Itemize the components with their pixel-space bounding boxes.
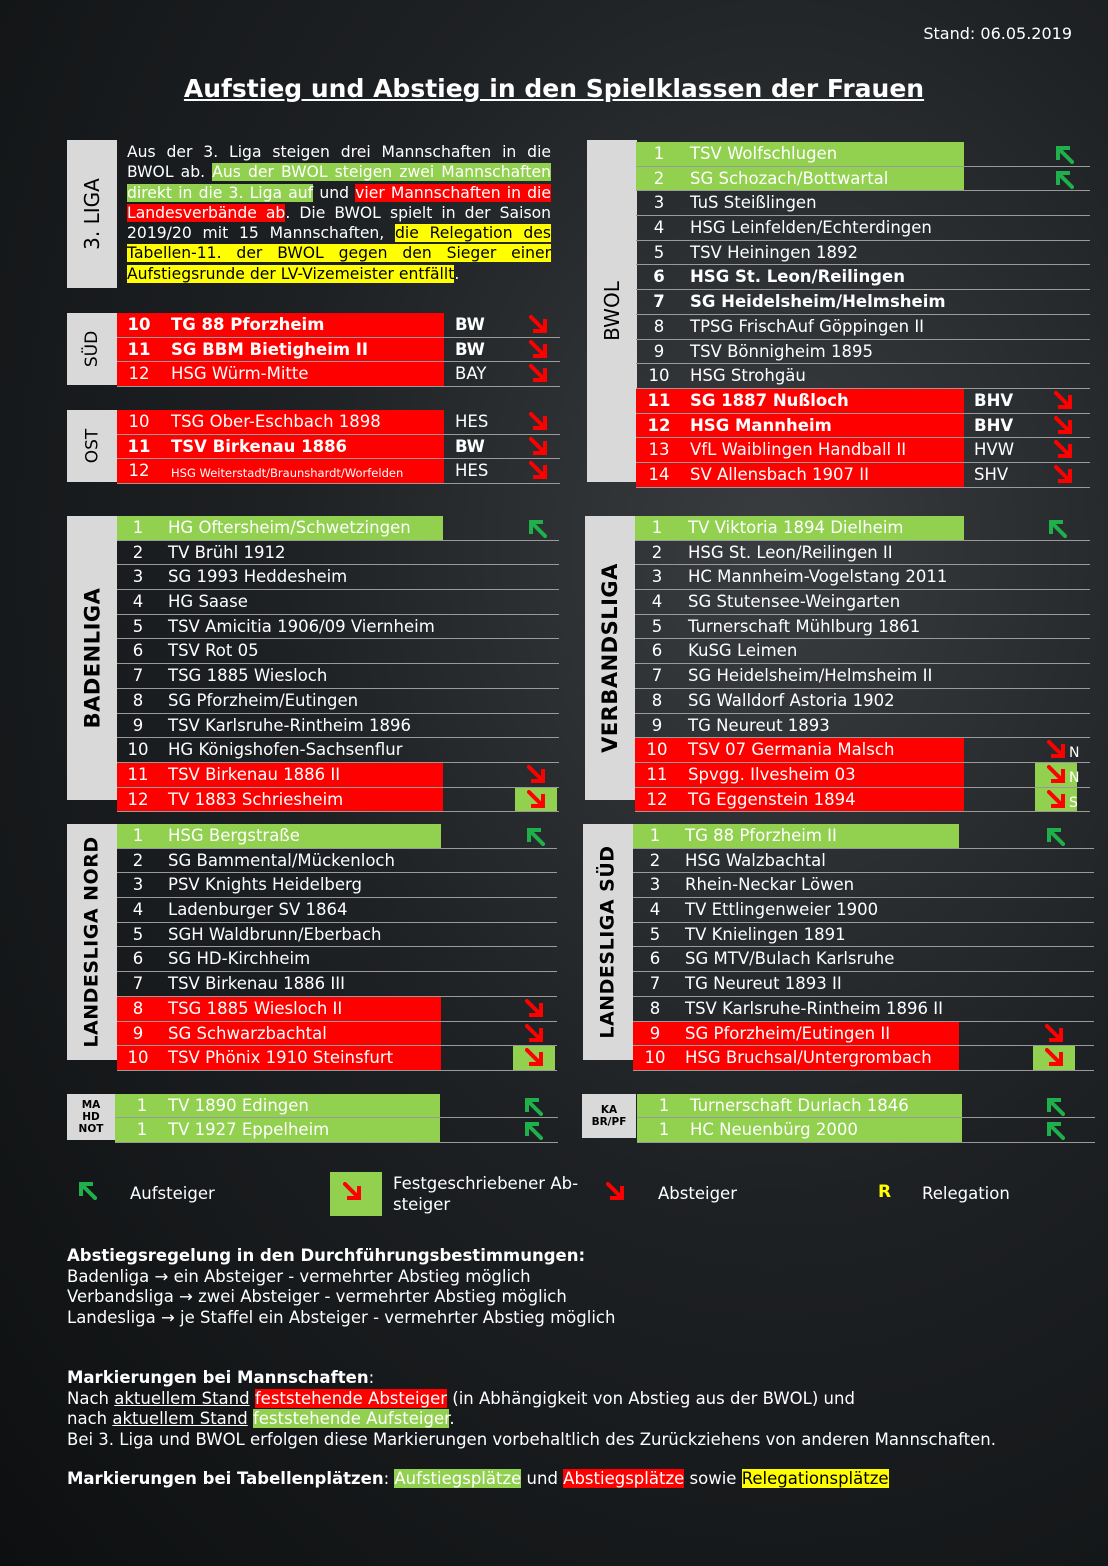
staffel-suffix: N bbox=[1069, 745, 1080, 762]
place-number: 4 bbox=[653, 218, 665, 238]
table-row bbox=[117, 639, 559, 664]
place-number: 2 bbox=[651, 542, 663, 562]
association-code: BHV bbox=[974, 415, 1014, 435]
table-sued bbox=[117, 313, 560, 387]
rules-line: Verbandsliga → zwei Absteiger - vermehrter Abstieg möglich bbox=[67, 1287, 567, 1306]
place-number: 8 bbox=[649, 998, 661, 1018]
arrow-up-icon bbox=[527, 518, 547, 538]
label-verbandsliga: VERBANDSLIGA bbox=[585, 516, 635, 800]
team-name: TSV Karlsruhe-Rintheim 1896 bbox=[168, 715, 411, 735]
place-number: 10 bbox=[127, 315, 151, 334]
table-row bbox=[636, 142, 1090, 167]
team-name: SG 1887 Nußloch bbox=[690, 390, 849, 410]
place-number: 1 bbox=[136, 1096, 148, 1115]
table-bwol bbox=[636, 142, 1090, 488]
table-row bbox=[636, 216, 1090, 241]
arrow-down-fixed-icon bbox=[1045, 1048, 1065, 1068]
team-name: PSV Knights Heidelberg bbox=[168, 875, 363, 895]
table-row bbox=[636, 389, 1090, 414]
table-row bbox=[117, 362, 560, 387]
team-name: HSG Leinfelden/Echterdingen bbox=[690, 218, 932, 238]
table-row bbox=[635, 689, 1090, 714]
table-row bbox=[635, 788, 1090, 813]
place-number: 14 bbox=[648, 464, 670, 484]
place-number: 4 bbox=[651, 592, 663, 612]
table-row bbox=[636, 315, 1090, 340]
intro-text: Aus der 3. Liga steigen drei Mannschaften in die BWOL ab. Aus der BWOL steigen zwei Mannschaften direkt in die 3. Liga auf und vier Mannschaften in die Landesverbände ab. Die BWOL spielt in der Saison 2019/20 mit 15 Mannschaften, die Relegation des Tabellen-11. der BWOL gegen den Sieger einer Aufstiegsrunde der LV-Vizemeister entfällt. bbox=[127, 143, 551, 283]
team-name: SG Schwarzbachtal bbox=[168, 1023, 327, 1043]
arrow-down-icon bbox=[527, 765, 547, 785]
table-row bbox=[117, 338, 560, 363]
table-row bbox=[117, 972, 557, 997]
arrow-up-icon bbox=[1045, 1120, 1065, 1140]
place-number: 4 bbox=[649, 900, 661, 920]
table-row bbox=[117, 997, 557, 1022]
arrow-down-icon bbox=[529, 315, 549, 335]
legend-relegation-label: Relegation bbox=[922, 1184, 1010, 1203]
label-ost: OST bbox=[67, 410, 117, 482]
place-number: 11 bbox=[127, 436, 151, 456]
team-name: HSG St. Leon/Reilingen II bbox=[688, 542, 893, 562]
team-name: Turnerschaft Mühlburg 1861 bbox=[688, 616, 921, 636]
marks-heading: Markierungen bei Mannschaften bbox=[67, 1368, 369, 1387]
table-row bbox=[636, 290, 1090, 315]
team-name: HSG Strohgäu bbox=[690, 366, 806, 386]
place-number: 1 bbox=[658, 1120, 670, 1140]
table-row bbox=[636, 364, 1090, 389]
place-number: 12 bbox=[647, 415, 671, 435]
place-number: 6 bbox=[132, 641, 144, 661]
table-row bbox=[636, 463, 1090, 488]
place-number: 4 bbox=[132, 900, 144, 920]
arrow-down-icon bbox=[529, 461, 549, 481]
table-row bbox=[117, 565, 559, 590]
place-number: 12 bbox=[127, 789, 149, 809]
table-row bbox=[633, 1046, 1094, 1071]
table-row bbox=[633, 997, 1094, 1022]
table-row bbox=[635, 590, 1090, 615]
table-row bbox=[117, 1046, 557, 1071]
arrow-up-icon bbox=[523, 1096, 543, 1116]
table-row bbox=[117, 923, 557, 948]
table-row bbox=[635, 714, 1090, 739]
arrow-down-icon bbox=[606, 1182, 626, 1202]
place-number: 2 bbox=[653, 168, 665, 188]
team-name: SG Walldorf Astoria 1902 bbox=[688, 690, 895, 710]
team-name: TSV Rot 05 bbox=[168, 641, 259, 661]
team-name: TSV Birkenau 1886 bbox=[171, 436, 348, 456]
place-number: 1 bbox=[132, 518, 144, 537]
table-row bbox=[633, 1022, 1094, 1047]
table-row bbox=[117, 788, 559, 813]
table-row bbox=[633, 923, 1094, 948]
table-row bbox=[636, 438, 1090, 463]
association-code: SHV bbox=[974, 464, 1009, 484]
arrow-up-icon bbox=[1047, 518, 1067, 538]
table-landesliga-nord bbox=[117, 824, 557, 1071]
place-number: 10 bbox=[127, 1048, 149, 1068]
table-row bbox=[635, 664, 1090, 689]
arrow-down-icon bbox=[529, 364, 549, 384]
table-row bbox=[117, 313, 560, 338]
table-row bbox=[637, 1094, 1095, 1118]
arrow-down-icon bbox=[1054, 465, 1074, 485]
place-number: 4 bbox=[132, 592, 144, 612]
place-number: 7 bbox=[132, 974, 144, 994]
place-number: 12 bbox=[128, 461, 150, 481]
team-name: TSV Birkenau 1886 II bbox=[168, 764, 341, 784]
table-row bbox=[115, 1094, 558, 1118]
table-row bbox=[633, 972, 1094, 997]
label-ka-br-pf: KA BR/PF bbox=[582, 1094, 636, 1138]
table-row bbox=[635, 763, 1090, 788]
table-ma-hd-not bbox=[115, 1094, 558, 1143]
table-row bbox=[117, 763, 559, 788]
table-row bbox=[117, 615, 559, 640]
place-number: 1 bbox=[658, 1096, 670, 1115]
table-row bbox=[117, 516, 559, 541]
team-name: SG BBM Bietigheim II bbox=[171, 339, 369, 359]
table-row bbox=[117, 898, 557, 923]
arrow-down-fixed-icon bbox=[527, 790, 547, 810]
arrow-up-icon bbox=[77, 1180, 97, 1200]
place-number: 6 bbox=[653, 267, 665, 287]
label-bwol: BWOL bbox=[587, 140, 637, 482]
team-name: TuS Steißlingen bbox=[690, 193, 817, 213]
table-row bbox=[633, 824, 1094, 849]
arrow-down-icon bbox=[529, 412, 549, 432]
team-name: HSG Würm-Mitte bbox=[171, 364, 309, 384]
table-row bbox=[117, 849, 557, 874]
association-code: HES bbox=[455, 461, 489, 481]
association-code: HVW bbox=[974, 440, 1015, 460]
table-row bbox=[636, 414, 1090, 439]
table-row bbox=[117, 459, 560, 484]
rules-line: Landesliga → je Staffel ein Absteiger - vermehrter Abstieg möglich bbox=[67, 1307, 616, 1327]
arrow-down-icon bbox=[1045, 1024, 1065, 1044]
team-name: SG Heidelsheim/Helmsheim II bbox=[688, 666, 933, 686]
team-name: SG Schozach/Bottwartal bbox=[690, 168, 889, 188]
team-name: HSG Bergstraße bbox=[168, 826, 300, 845]
table-row bbox=[636, 265, 1090, 290]
arrow-down-fixed-icon bbox=[343, 1182, 363, 1202]
place-number: 5 bbox=[649, 924, 661, 944]
rules-heading: Abstiegsregelung in den Durchführungsbestimmungen: bbox=[67, 1246, 586, 1265]
team-name: SG Pforzheim/Eutingen bbox=[168, 690, 359, 710]
place-number: 9 bbox=[651, 715, 663, 735]
table-row bbox=[636, 191, 1090, 216]
arrow-down-icon bbox=[525, 1024, 545, 1044]
team-name: SG 1993 Heddesheim bbox=[168, 567, 348, 587]
team-name: TV Knielingen 1891 bbox=[685, 924, 846, 944]
place-number: 8 bbox=[651, 690, 663, 710]
association-code: BHV bbox=[974, 390, 1014, 410]
team-name: HSG Mannheim bbox=[690, 415, 832, 435]
table-row bbox=[635, 565, 1090, 590]
legend bbox=[0, 1168, 1108, 1218]
place-number: 7 bbox=[651, 666, 663, 686]
place-number: 3 bbox=[132, 567, 144, 587]
table-row bbox=[117, 1022, 557, 1047]
team-name: HSG Bruchsal/Untergrombach bbox=[685, 1048, 932, 1068]
table-row bbox=[117, 590, 559, 615]
team-name: SG MTV/Bulach Karlsruhe bbox=[685, 949, 895, 969]
staffel-suffix: N bbox=[1069, 769, 1080, 786]
arrow-up-icon bbox=[523, 1120, 543, 1140]
team-name: TSV Karlsruhe-Rintheim 1896 II bbox=[685, 998, 943, 1018]
table-ka-br-pf bbox=[637, 1094, 1095, 1143]
place-number: 3 bbox=[651, 567, 663, 587]
table-row bbox=[633, 947, 1094, 972]
team-name: SG HD-Kirchheim bbox=[168, 949, 311, 969]
team-name: SGH Waldbrunn/Eberbach bbox=[168, 924, 382, 944]
place-number: 1 bbox=[136, 1120, 148, 1140]
place-number: 10 bbox=[127, 740, 149, 760]
team-name: TG 88 Pforzheim II bbox=[685, 826, 837, 845]
arrow-down-fixed-icon bbox=[1047, 790, 1067, 810]
label-landesliga-sued: LANDESLIGA SÜD bbox=[583, 824, 633, 1060]
table-landesliga-sued bbox=[633, 824, 1094, 1071]
table-row bbox=[115, 1118, 558, 1142]
team-name: TSV Phönix 1910 Steinsfurt bbox=[168, 1048, 394, 1068]
table-row bbox=[635, 615, 1090, 640]
place-number: 1 bbox=[653, 144, 665, 163]
table-row bbox=[117, 714, 559, 739]
team-name: TV 1927 Eppelheim bbox=[168, 1120, 330, 1140]
place-number: 8 bbox=[132, 998, 144, 1018]
table-row bbox=[635, 541, 1090, 566]
arrow-down-fixed-icon bbox=[1047, 765, 1067, 785]
arrow-up-icon bbox=[525, 826, 545, 846]
team-name: Rhein-Neckar Löwen bbox=[685, 875, 855, 895]
relegation-rules bbox=[67, 1246, 1067, 1328]
team-name: HG Saase bbox=[168, 592, 248, 612]
legend-relegation-symbol: R bbox=[878, 1182, 892, 1202]
table-row bbox=[117, 664, 559, 689]
team-name: KuSG Leimen bbox=[688, 641, 798, 661]
label-sued: SÜD bbox=[67, 313, 117, 385]
team-name: SV Allensbach 1907 II bbox=[690, 464, 869, 484]
legend-fixed-label: Festgeschriebener Ab- steiger bbox=[393, 1174, 579, 1214]
team-name: Turnerschaft Durlach 1846 bbox=[690, 1096, 909, 1115]
team-name: TSV Heiningen 1892 bbox=[690, 242, 859, 262]
team-name: TSG Ober-Eschbach 1898 bbox=[171, 412, 381, 431]
arrow-down-icon bbox=[1054, 416, 1074, 436]
place-number: 3 bbox=[653, 193, 665, 213]
team-name: SG Heidelsheim/Helmsheim bbox=[690, 292, 946, 312]
table-row bbox=[117, 738, 559, 763]
team-name: TG Neureut 1893 II bbox=[685, 974, 842, 994]
team-name: TV Ettlingenweier 1900 bbox=[685, 900, 879, 920]
place-number: 7 bbox=[132, 666, 144, 686]
association-code: BW bbox=[455, 436, 485, 456]
table-row bbox=[636, 340, 1090, 365]
place-number: 11 bbox=[646, 764, 668, 784]
label-landesliga-nord: LANDESLIGA NORD bbox=[67, 824, 117, 1060]
team-name: TSG 1885 Wiesloch II bbox=[168, 998, 343, 1018]
table-row bbox=[635, 516, 1090, 541]
place-number: 1 bbox=[649, 826, 661, 845]
arrow-down-icon bbox=[529, 437, 549, 457]
table-row bbox=[633, 873, 1094, 898]
team-name: TG Neureut 1893 bbox=[688, 715, 830, 735]
place-number: 9 bbox=[132, 715, 144, 735]
place-number: 5 bbox=[653, 242, 665, 262]
team-name: HSG St. Leon/Reilingen bbox=[690, 267, 905, 287]
place-number: 6 bbox=[649, 949, 661, 969]
team-name: TV Viktoria 1894 Dielheim bbox=[688, 518, 904, 537]
table-row bbox=[636, 167, 1090, 192]
association-code: BAY bbox=[455, 364, 487, 384]
team-name: Ladenburger SV 1864 bbox=[168, 900, 348, 920]
page-title: Aufstieg und Abstieg in den Spielklassen der Frauen bbox=[183, 74, 925, 103]
team-markings: Markierungen bei Mannschaften: Nach aktuellem Stand feststehende Absteiger (in Abhängigkeit von Abstieg aus der BWOL) und nach aktuellem Stand feststehende Aufsteiger. Bei 3. Liga und BWOL erfolgen diese Markierungen vorbehaltlich des Zurückziehens von anderen Mannschaften. bbox=[67, 1368, 997, 1449]
arrow-up-icon bbox=[1045, 826, 1065, 846]
table-row bbox=[637, 1118, 1095, 1142]
team-name: TV 1883 Schriesheim bbox=[168, 789, 344, 809]
table-row bbox=[117, 435, 560, 460]
rules-line: Badenliga → ein Absteiger - vermehrter Abstieg möglich bbox=[67, 1266, 531, 1286]
place-number: 8 bbox=[653, 316, 665, 336]
table-row bbox=[635, 639, 1090, 664]
place-number: 11 bbox=[127, 339, 151, 359]
team-name: TG 88 Pforzheim bbox=[171, 315, 325, 334]
place-number: 10 bbox=[128, 412, 150, 431]
team-name: VfL Waiblingen Handball II bbox=[690, 440, 907, 460]
place-number: 9 bbox=[653, 341, 665, 361]
legend-down-label: Absteiger bbox=[658, 1184, 737, 1203]
label-3-liga: 3. LIGA bbox=[67, 140, 117, 288]
label-badenliga: BADENLIGA bbox=[67, 516, 117, 800]
place-number: 9 bbox=[132, 1023, 144, 1043]
team-name: TSV 07 Germania Malsch bbox=[688, 740, 895, 760]
team-name: TSV Birkenau 1886 III bbox=[168, 974, 345, 994]
table-row bbox=[633, 898, 1094, 923]
place-number: 11 bbox=[647, 390, 671, 410]
association-code: BW bbox=[455, 339, 485, 359]
table-verbandsliga bbox=[635, 516, 1090, 812]
place-number: 3 bbox=[649, 875, 661, 895]
team-name: SG Bammental/Mückenloch bbox=[168, 850, 395, 870]
place-number: 1 bbox=[651, 518, 663, 537]
place-number: 2 bbox=[132, 850, 144, 870]
arrow-down-fixed-icon bbox=[525, 1048, 545, 1068]
place-number: 1 bbox=[132, 826, 144, 845]
table-row bbox=[117, 824, 557, 849]
arrow-down-icon bbox=[1054, 391, 1074, 411]
place-number: 7 bbox=[653, 292, 665, 312]
label-ma-hd-not: MA HD NOT bbox=[67, 1094, 115, 1140]
arrow-down-icon bbox=[1047, 740, 1067, 760]
table-row bbox=[633, 849, 1094, 874]
place-number: 5 bbox=[132, 924, 144, 944]
table-row bbox=[635, 738, 1090, 763]
team-name: HC Neuenbürg 2000 bbox=[690, 1120, 858, 1140]
team-name: SG Pforzheim/Eutingen II bbox=[685, 1023, 891, 1043]
team-name: HSG Weiterstadt/Braunshardt/Worfelden bbox=[171, 466, 404, 481]
place-number: 3 bbox=[132, 875, 144, 895]
place-number: 10 bbox=[646, 740, 668, 760]
team-name: HSG Walzbachtal bbox=[685, 850, 826, 870]
association-code: BW bbox=[455, 315, 485, 334]
team-name: TSV Bönnigheim 1895 bbox=[690, 341, 873, 361]
table-ost bbox=[117, 410, 560, 484]
place-number: 6 bbox=[651, 641, 663, 661]
stand-date: Stand: 06.05.2019 bbox=[923, 24, 1072, 43]
table-badenliga bbox=[117, 516, 559, 812]
team-name: TSV Wolfschlugen bbox=[690, 144, 838, 163]
place-number: 5 bbox=[651, 616, 663, 636]
table-row bbox=[117, 873, 557, 898]
place-number: 12 bbox=[646, 789, 668, 809]
legend-up-label: Aufsteiger bbox=[130, 1184, 215, 1203]
arrow-up-icon bbox=[1054, 169, 1074, 189]
table-row bbox=[117, 410, 560, 435]
team-name: TSV Amicitia 1906/09 Viernheim bbox=[168, 616, 435, 636]
team-name: TV Brühl 1912 bbox=[168, 542, 286, 562]
association-code: HES bbox=[455, 412, 489, 431]
team-name: HG Königshofen-Sachsenflur bbox=[168, 740, 403, 760]
table-row bbox=[636, 241, 1090, 266]
place-number: 5 bbox=[132, 616, 144, 636]
place-number: 7 bbox=[649, 974, 661, 994]
team-name: SG Stutensee-Weingarten bbox=[688, 592, 901, 612]
table-row bbox=[117, 689, 559, 714]
place-number: 10 bbox=[644, 1048, 666, 1068]
place-number: 9 bbox=[649, 1023, 661, 1043]
team-name: Spvgg. Ilvesheim 03 bbox=[688, 764, 856, 784]
place-number: 8 bbox=[132, 690, 144, 710]
arrow-down-icon bbox=[1054, 440, 1074, 460]
place-number: 10 bbox=[648, 366, 670, 386]
team-name: TG Eggenstein 1894 bbox=[688, 789, 856, 809]
table-row bbox=[117, 947, 557, 972]
arrow-up-icon bbox=[1045, 1096, 1065, 1116]
place-number: 13 bbox=[648, 440, 670, 460]
place-number: 6 bbox=[132, 949, 144, 969]
table-row bbox=[117, 541, 559, 566]
place-number: 11 bbox=[127, 764, 149, 784]
team-name: HG Oftersheim/Schwetzingen bbox=[168, 518, 411, 537]
arrow-down-icon bbox=[529, 340, 549, 360]
arrow-down-icon bbox=[525, 999, 545, 1019]
place-number: 12 bbox=[128, 364, 150, 384]
team-name: TSG 1885 Wiesloch bbox=[168, 666, 328, 686]
staffel-suffix: S bbox=[1069, 794, 1078, 811]
team-name: TV 1890 Edingen bbox=[168, 1096, 309, 1115]
place-markings: Markierungen bei Tabellenplätzen: Aufstiegsplätze und Abstiegsplätze sowie Relegationsplätze bbox=[67, 1469, 889, 1488]
place-number: 2 bbox=[132, 542, 144, 562]
place-number: 2 bbox=[649, 850, 661, 870]
arrow-up-icon bbox=[1054, 144, 1074, 164]
team-name: HC Mannheim-Vogelstang 2011 bbox=[688, 567, 948, 587]
team-name: TPSG FrischAuf Göppingen II bbox=[690, 316, 925, 336]
